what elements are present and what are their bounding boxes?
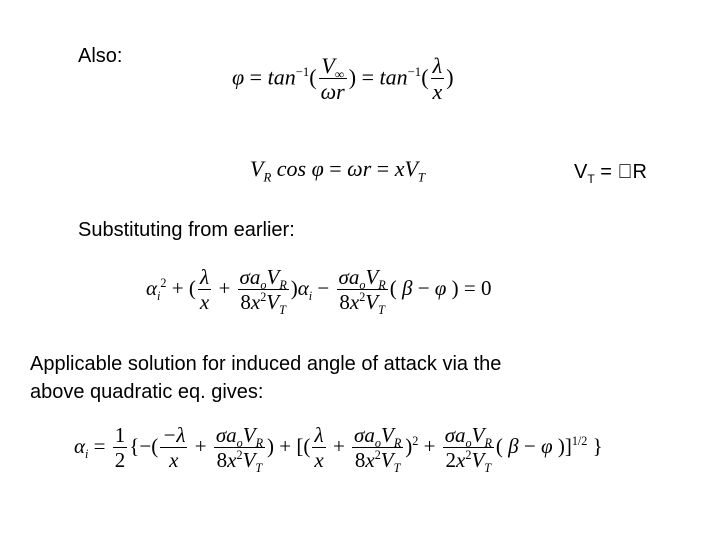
equation-phi: $\varphi = \tan^{-1}$( $\frac{V_\infty}{\omega r}$ ) = $\tan^{-1}$( $\frac{\lambda}{x}$ ) bbox=[232, 53, 454, 105]
equation-vr-cos-phi: $V_R$ $\cos \varphi = \omega r = xV_T$ bbox=[250, 156, 425, 185]
fraction-vinf-omega-r: $\frac{V_\infty}{\omega r}$ bbox=[320, 53, 345, 105]
substituting-label: Substituting from earlier: bbox=[78, 219, 295, 241]
applicable-line-2: above quadratic eq. gives: bbox=[30, 381, 264, 403]
vt-relation bbox=[574, 160, 647, 184]
also-label: Also: bbox=[78, 45, 123, 67]
fraction-lambda-x: $\frac{\lambda}{x}$ bbox=[432, 53, 443, 105]
applicable-line-1: Applicable solution for induced angle of attack via the bbox=[30, 353, 502, 375]
equation-solution: $\alpha_i$ = $\frac{1}{2}$ {−( $\frac{-\lambda}{x}$ + $\frac{\sigma a_oV_R}{8x^2V_T}$ ) + [( $\frac{\lambda}{x}$ + $\frac{\sigma a_oV_R}{8x^2V_T}$ )$^2$ + $\frac{\sigma a_oV_R}{2x^2V_T}$ ( β − φ )]$^{1/2}$ } bbox=[74, 423, 603, 476]
vt-rest: =  R bbox=[594, 161, 647, 183]
equation-quadratic: $\alpha_i^2$ + ( $\frac{\lambda}{x}$ + $\frac{\sigma a_oV_R}{8x^2V_T}$ )$\alpha_i$ − $\frac{\sigma a_oV_R}{8x^2V_T}$ ( β − φ ) = 0 bbox=[146, 265, 492, 318]
vt-subscript: T bbox=[587, 172, 595, 186]
vt-symbol: V bbox=[574, 161, 588, 183]
